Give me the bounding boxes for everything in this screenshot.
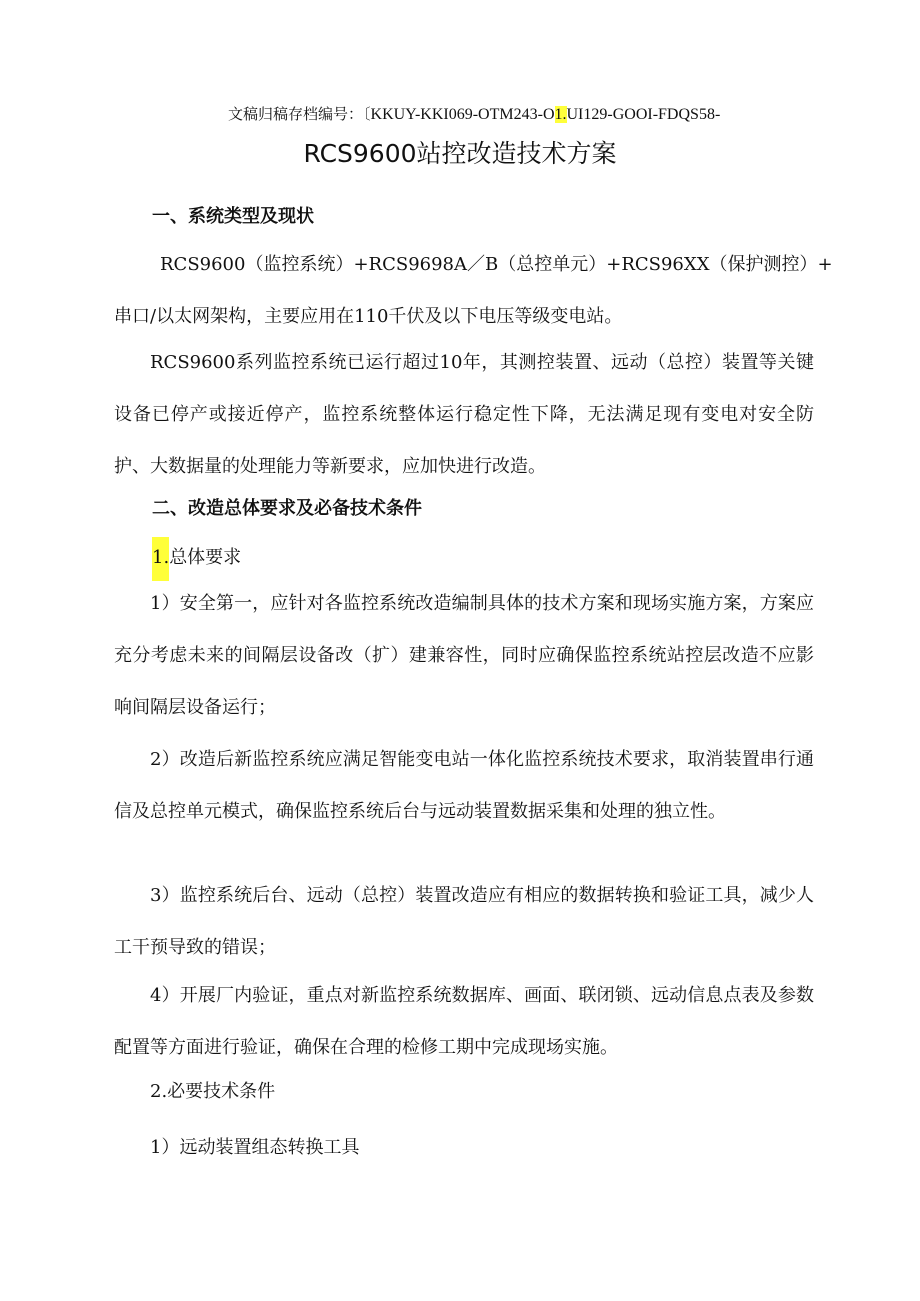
archive-code-post: UI129-GOOI-FDQS58- [566,106,721,123]
section1-para1-line2: 串口/以太网架构，主要应用在110千伏及以下电压等级变电站。 [114,306,623,327]
archive-number [228,103,720,124]
item2-paragraph [114,734,814,838]
document-title: RCS9600站控改造技术方案 [303,139,617,168]
subsection1-label: 总体要求 [169,547,242,568]
item1-text: 1）安全第一，应针对各监控系统改造编制具体的技术方案和现场实施方案，方案应充分考虑未来的间隔层设备改（扩）建兼容性，同时应确保监控系统站控层改造不应影响间隔层设备运行； [114,593,814,718]
item1-paragraph [114,578,814,734]
section1-para2 [114,337,814,493]
item2-text: 2）改造后新监控系统应满足智能变电站一体化监控系统技术要求，取消装置串行通信及总控单元模式，确保监控系统后台与远动装置数据采集和处理的独立性。 [114,749,814,822]
section2-heading: 二、改造总体要求及必备技术条件 [152,498,422,519]
section1-para1-line1: RCS9600（监控系统）+RCS9698A／B（总控单元）+RCS96XX（保护测控）+ [160,254,833,275]
subsection2-item1: 1）远动装置组态转换工具 [150,1137,360,1158]
item3-text: 3）监控系统后台、远动（总控）装置改造应有相应的数据转换和验证工具，减少人工干预导致的错误； [114,885,814,958]
subsection1-number: 1. [152,537,169,581]
item4-text: 4）开展厂内验证，重点对新监控系统数据库、画面、联闭锁、远动信息点表及参数配置等方面进行验证，确保在合理的检修工期中完成现场实施。 [114,985,814,1058]
archive-label: 文稿归稿存档编号：〔 [228,105,371,123]
item4-paragraph [114,970,814,1074]
subsection2-title: 2.必要技术条件 [150,1081,276,1102]
archive-code-pre: KKUY-KKI069-OTM243-O [370,106,555,123]
subsection1-title [152,543,241,569]
section1-para2-text: RCS9600系列监控系统已运行超过10年，其测控装置、远动（总控）装置等关键设备已停产或接近停产，监控系统整体运行稳定性下降，无法满足现有变电对安全防护、大数据量的处理能力等新要求，应加快进行改造。 [114,352,814,477]
item3-paragraph [114,870,814,974]
section1-heading: 一、系统类型及现状 [152,206,314,227]
archive-code-highlight: 1. [554,106,567,123]
